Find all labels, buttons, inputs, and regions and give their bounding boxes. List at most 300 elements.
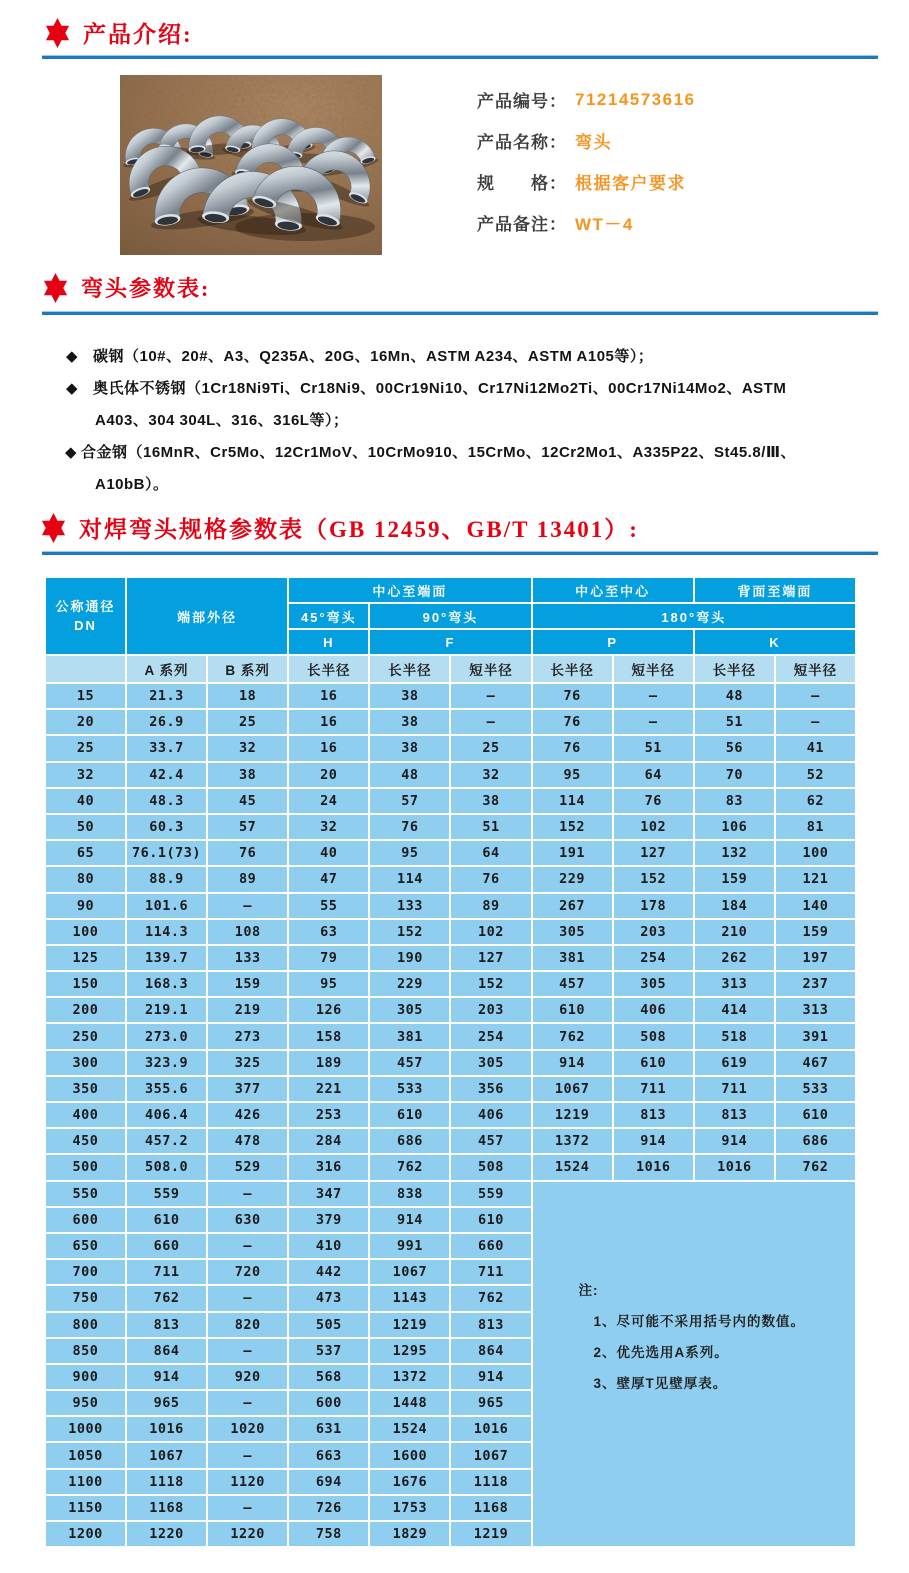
header-elbow-180: 180°弯头 xyxy=(532,603,856,629)
value-cell: 813 xyxy=(450,1312,531,1338)
value-cell: 442 xyxy=(288,1259,369,1285)
value-cell: 114 xyxy=(532,788,613,814)
value-cell: 762 xyxy=(532,1023,613,1049)
value-cell: 102 xyxy=(450,919,531,945)
value-cell: 914 xyxy=(126,1364,207,1390)
value-cell: 284 xyxy=(288,1128,369,1154)
red-star-icon xyxy=(40,513,67,543)
value-cell: 533 xyxy=(369,1076,450,1102)
value-cell: 159 xyxy=(694,866,775,892)
value-cell: 237 xyxy=(775,971,856,997)
value-cell: 48 xyxy=(694,683,775,709)
dn-cell: 50 xyxy=(45,814,126,840)
value-cell: 820 xyxy=(207,1312,288,1338)
dn-cell: 100 xyxy=(45,919,126,945)
value-cell: 508 xyxy=(613,1023,694,1049)
value-cell: 159 xyxy=(207,971,288,997)
diamond-bullet-icon: ◆ xyxy=(66,380,79,397)
value-cell: 101.6 xyxy=(126,893,207,919)
value-cell: 106 xyxy=(694,814,775,840)
value-cell: 379 xyxy=(288,1207,369,1233)
table-row xyxy=(45,1050,856,1076)
field-value: 71214573616 xyxy=(575,89,696,109)
materials-list xyxy=(0,341,909,501)
value-cell: 1168 xyxy=(126,1495,207,1521)
value-cell: 1448 xyxy=(369,1390,450,1416)
value-cell: — xyxy=(207,893,288,919)
value-cell: 152 xyxy=(450,971,531,997)
value-cell: — xyxy=(613,683,694,709)
value-cell: 95 xyxy=(288,971,369,997)
value-cell: 1120 xyxy=(207,1469,288,1495)
section-intro-header xyxy=(44,16,193,49)
value-cell: 406 xyxy=(613,997,694,1023)
value-cell: 158 xyxy=(288,1023,369,1049)
value-cell: 140 xyxy=(775,893,856,919)
elbow-fittings-photo xyxy=(120,75,382,255)
value-cell: 33.7 xyxy=(126,735,207,761)
value-cell: 38 xyxy=(369,683,450,709)
table-row xyxy=(45,1102,856,1128)
value-cell: 52 xyxy=(775,762,856,788)
divider-line-3 xyxy=(42,551,878,555)
value-cell: 323.9 xyxy=(126,1050,207,1076)
value-cell: 762 xyxy=(450,1285,531,1311)
value-cell: — xyxy=(207,1181,288,1207)
subheader-series-a: A 系列 xyxy=(126,655,207,683)
value-cell: — xyxy=(775,709,856,735)
value-cell: 864 xyxy=(126,1338,207,1364)
subheader-short-radius: 短半径 xyxy=(613,655,694,683)
value-cell: 920 xyxy=(207,1364,288,1390)
value-cell: 152 xyxy=(369,919,450,945)
value-cell: 55 xyxy=(288,893,369,919)
value-cell: 991 xyxy=(369,1233,450,1259)
value-cell: 1524 xyxy=(532,1154,613,1180)
value-cell: 76.1(73) xyxy=(126,840,207,866)
value-cell: 356 xyxy=(450,1076,531,1102)
value-cell: 347 xyxy=(288,1181,369,1207)
value-cell: 24 xyxy=(288,788,369,814)
material-line xyxy=(0,437,909,469)
value-cell: 16 xyxy=(288,735,369,761)
value-cell: 711 xyxy=(126,1259,207,1285)
value-cell: 21.3 xyxy=(126,683,207,709)
value-cell: 305 xyxy=(369,997,450,1023)
value-cell: 559 xyxy=(450,1181,531,1207)
value-cell: 726 xyxy=(288,1495,369,1521)
spec-table xyxy=(44,576,857,1548)
value-cell: 229 xyxy=(369,971,450,997)
value-cell: 813 xyxy=(126,1312,207,1338)
value-cell: 631 xyxy=(288,1416,369,1442)
dn-cell: 600 xyxy=(45,1207,126,1233)
value-cell: 965 xyxy=(450,1390,531,1416)
value-cell: 686 xyxy=(369,1128,450,1154)
subheader-long-radius: 长半径 xyxy=(532,655,613,683)
value-cell: 1220 xyxy=(126,1521,207,1547)
value-cell: 89 xyxy=(450,893,531,919)
value-cell: 518 xyxy=(694,1023,775,1049)
header-dn-line2: DN xyxy=(74,618,97,633)
dn-cell: 65 xyxy=(45,840,126,866)
value-cell: 152 xyxy=(532,814,613,840)
material-text: 奥氏体不锈钢（1Cr18Ni9Ti、Cr18Ni9、00Cr19Ni10、Cr17Ni12Mo2Ti、00Cr17Ni14Mo2、ASTM xyxy=(93,380,787,397)
dn-cell: 800 xyxy=(45,1312,126,1338)
value-cell: 76 xyxy=(450,866,531,892)
value-cell: 184 xyxy=(694,893,775,919)
value-cell: 316 xyxy=(288,1154,369,1180)
value-cell: — xyxy=(450,709,531,735)
field-label: 产品备注： xyxy=(477,215,567,234)
value-cell: 57 xyxy=(207,814,288,840)
value-cell: 391 xyxy=(775,1023,856,1049)
value-cell: 42.4 xyxy=(126,762,207,788)
value-cell: 355.6 xyxy=(126,1076,207,1102)
value-cell: 529 xyxy=(207,1154,288,1180)
value-cell: 203 xyxy=(613,919,694,945)
notes-item: 1、尽可能不采用括号内的数值。 xyxy=(593,1313,806,1329)
dn-cell: 90 xyxy=(45,893,126,919)
value-cell: 914 xyxy=(450,1364,531,1390)
value-cell: 381 xyxy=(532,945,613,971)
section-title-spec: 对焊弯头规格参数表（GB 12459、GB/T 13401）: xyxy=(79,517,639,542)
table-row xyxy=(45,709,856,735)
value-cell: 51 xyxy=(450,814,531,840)
product-field-row xyxy=(477,161,696,202)
subheader-short-radius: 短半径 xyxy=(450,655,531,683)
value-cell: 25 xyxy=(450,735,531,761)
value-cell: 1295 xyxy=(369,1338,450,1364)
value-cell: 660 xyxy=(126,1233,207,1259)
subheader-series-b: B 系列 xyxy=(207,655,288,683)
dn-cell: 20 xyxy=(45,709,126,735)
value-cell: 630 xyxy=(207,1207,288,1233)
value-cell: 221 xyxy=(288,1076,369,1102)
value-cell: 660 xyxy=(450,1233,531,1259)
value-cell: 610 xyxy=(613,1050,694,1076)
product-field-row xyxy=(477,202,696,243)
table-row xyxy=(45,1154,856,1180)
value-cell: 229 xyxy=(532,866,613,892)
value-cell: 1067 xyxy=(450,1442,531,1468)
header-p: P xyxy=(532,629,694,655)
dn-cell: 500 xyxy=(45,1154,126,1180)
value-cell: 63 xyxy=(288,919,369,945)
value-cell: 1219 xyxy=(450,1521,531,1547)
value-cell: 127 xyxy=(613,840,694,866)
value-cell: 20 xyxy=(288,762,369,788)
table-header-row-groups xyxy=(45,577,856,603)
material-line xyxy=(0,341,909,373)
value-cell: 313 xyxy=(694,971,775,997)
value-cell: 51 xyxy=(613,735,694,761)
subheader-long-radius: 长半径 xyxy=(694,655,775,683)
value-cell: 610 xyxy=(775,1102,856,1128)
value-cell: 457 xyxy=(369,1050,450,1076)
field-label: 产品编号： xyxy=(477,92,567,111)
header-dn-line1: 公称通径 xyxy=(55,599,116,614)
value-cell: 457 xyxy=(532,971,613,997)
dn-cell: 300 xyxy=(45,1050,126,1076)
value-cell: 219.1 xyxy=(126,997,207,1023)
field-value: 根据客户要求 xyxy=(575,174,686,193)
value-cell: 273.0 xyxy=(126,1023,207,1049)
value-cell: 1600 xyxy=(369,1442,450,1468)
value-cell: 305 xyxy=(532,919,613,945)
value-cell: 305 xyxy=(450,1050,531,1076)
field-label: 产品名称： xyxy=(477,133,567,152)
dn-cell: 25 xyxy=(45,735,126,761)
value-cell: 313 xyxy=(775,997,856,1023)
value-cell: 1524 xyxy=(369,1416,450,1442)
dn-cell: 450 xyxy=(45,1128,126,1154)
value-cell: 813 xyxy=(613,1102,694,1128)
divider-line-1 xyxy=(42,55,878,59)
table-row xyxy=(45,1023,856,1049)
value-cell: 60.3 xyxy=(126,814,207,840)
subheader-long-radius: 长半径 xyxy=(288,655,369,683)
value-cell: 1016 xyxy=(694,1154,775,1180)
notes-title: 注: xyxy=(578,1282,599,1298)
value-cell: 1067 xyxy=(126,1442,207,1468)
value-cell: 457 xyxy=(450,1128,531,1154)
value-cell: 762 xyxy=(126,1285,207,1311)
value-cell: — xyxy=(207,1495,288,1521)
value-cell: 1829 xyxy=(369,1521,450,1547)
table-row xyxy=(45,945,856,971)
value-cell: 253 xyxy=(288,1102,369,1128)
value-cell: — xyxy=(207,1338,288,1364)
value-cell: 1016 xyxy=(450,1416,531,1442)
value-cell: 1168 xyxy=(450,1495,531,1521)
value-cell: 178 xyxy=(613,893,694,919)
material-text: 碳钢（10#、20#、A3、Q235A、20G、16Mn、ASTM A234、ASTM A105等）； xyxy=(93,348,654,365)
value-cell: 537 xyxy=(288,1338,369,1364)
value-cell: 38 xyxy=(207,762,288,788)
value-cell: 114 xyxy=(369,866,450,892)
value-cell: 406.4 xyxy=(126,1102,207,1128)
value-cell: 47 xyxy=(288,866,369,892)
header-dn xyxy=(45,577,126,655)
value-cell: 305 xyxy=(613,971,694,997)
table-row xyxy=(45,788,856,814)
field-value: 弯头 xyxy=(575,133,612,152)
value-cell: 40 xyxy=(288,840,369,866)
value-cell: 1016 xyxy=(126,1416,207,1442)
dn-cell: 550 xyxy=(45,1181,126,1207)
value-cell: 76 xyxy=(532,683,613,709)
value-cell: 1372 xyxy=(369,1364,450,1390)
value-cell: 410 xyxy=(288,1233,369,1259)
table-row xyxy=(45,971,856,997)
value-cell: 114.3 xyxy=(126,919,207,945)
value-cell: 45 xyxy=(207,788,288,814)
dn-cell: 950 xyxy=(45,1390,126,1416)
value-cell: 473 xyxy=(288,1285,369,1311)
value-cell: 102 xyxy=(613,814,694,840)
value-cell: 273 xyxy=(207,1023,288,1049)
table-row xyxy=(45,866,856,892)
dn-cell: 150 xyxy=(45,971,126,997)
value-cell: 81 xyxy=(775,814,856,840)
value-cell: 414 xyxy=(694,997,775,1023)
value-cell: 478 xyxy=(207,1128,288,1154)
value-cell: 711 xyxy=(694,1076,775,1102)
value-cell: 26.9 xyxy=(126,709,207,735)
value-cell: 914 xyxy=(532,1050,613,1076)
value-cell: 610 xyxy=(369,1102,450,1128)
product-field-row xyxy=(477,79,696,120)
dn-cell: 250 xyxy=(45,1023,126,1049)
header-elbow-90: 90°弯头 xyxy=(369,603,531,629)
notes-item: 2、优先选用A系列。 xyxy=(593,1344,729,1360)
table-subheader-row xyxy=(45,655,856,683)
value-cell: 457.2 xyxy=(126,1128,207,1154)
material-text: A10bB）。 xyxy=(95,476,169,493)
dn-cell: 700 xyxy=(45,1259,126,1285)
value-cell: 262 xyxy=(694,945,775,971)
value-cell: 190 xyxy=(369,945,450,971)
value-cell: 1143 xyxy=(369,1285,450,1311)
value-cell: 32 xyxy=(207,735,288,761)
value-cell: 25 xyxy=(207,709,288,735)
field-value: WT－4 xyxy=(575,215,634,234)
header-center-to-end: 中心至端面 xyxy=(288,577,531,603)
value-cell: 711 xyxy=(613,1076,694,1102)
value-cell: 83 xyxy=(694,788,775,814)
subheader-blank xyxy=(45,655,126,683)
dn-cell: 15 xyxy=(45,683,126,709)
value-cell: 76 xyxy=(369,814,450,840)
value-cell: 127 xyxy=(450,945,531,971)
value-cell: 189 xyxy=(288,1050,369,1076)
value-cell: 197 xyxy=(775,945,856,971)
value-cell: 1067 xyxy=(369,1259,450,1285)
value-cell: 619 xyxy=(694,1050,775,1076)
value-cell: 663 xyxy=(288,1442,369,1468)
section-params-header xyxy=(42,272,210,303)
table-row xyxy=(45,1181,856,1207)
value-cell: 1020 xyxy=(207,1416,288,1442)
material-line xyxy=(0,373,909,405)
table-row xyxy=(45,840,856,866)
table-row xyxy=(45,1128,856,1154)
value-cell: 210 xyxy=(694,919,775,945)
header-k: K xyxy=(694,629,856,655)
value-cell: 126 xyxy=(288,997,369,1023)
dn-cell: 32 xyxy=(45,762,126,788)
value-cell: 467 xyxy=(775,1050,856,1076)
value-cell: 610 xyxy=(450,1207,531,1233)
value-cell: 406 xyxy=(450,1102,531,1128)
table-row xyxy=(45,893,856,919)
value-cell: 864 xyxy=(450,1338,531,1364)
value-cell: 686 xyxy=(775,1128,856,1154)
value-cell: 76 xyxy=(207,840,288,866)
value-cell: 965 xyxy=(126,1390,207,1416)
value-cell: 100 xyxy=(775,840,856,866)
value-cell: 559 xyxy=(126,1181,207,1207)
header-elbow-45: 45°弯头 xyxy=(288,603,369,629)
value-cell: 508.0 xyxy=(126,1154,207,1180)
dn-cell: 1050 xyxy=(45,1442,126,1468)
value-cell: 568 xyxy=(288,1364,369,1390)
table-row xyxy=(45,683,856,709)
value-cell: 1067 xyxy=(532,1076,613,1102)
value-cell: 16 xyxy=(288,683,369,709)
value-cell: 914 xyxy=(369,1207,450,1233)
value-cell: 1676 xyxy=(369,1469,450,1495)
dn-cell: 200 xyxy=(45,997,126,1023)
dn-cell: 125 xyxy=(45,945,126,971)
value-cell: 121 xyxy=(775,866,856,892)
value-cell: 133 xyxy=(207,945,288,971)
table-row xyxy=(45,997,856,1023)
value-cell: 48 xyxy=(369,762,450,788)
material-line xyxy=(0,469,909,501)
value-cell: 32 xyxy=(450,762,531,788)
value-cell: 41 xyxy=(775,735,856,761)
value-cell: 191 xyxy=(532,840,613,866)
value-cell: 505 xyxy=(288,1312,369,1338)
value-cell: 51 xyxy=(694,709,775,735)
value-cell: 762 xyxy=(775,1154,856,1180)
value-cell: 1753 xyxy=(369,1495,450,1521)
material-line xyxy=(0,405,909,437)
table-row xyxy=(45,762,856,788)
red-star-icon xyxy=(44,18,71,48)
table-row xyxy=(45,919,856,945)
value-cell: 62 xyxy=(775,788,856,814)
value-cell: 139.7 xyxy=(126,945,207,971)
section-title-params: 弯头参数表: xyxy=(81,276,211,301)
value-cell: 1016 xyxy=(613,1154,694,1180)
header-center-to-center: 中心至中心 xyxy=(532,577,694,603)
dn-cell: 650 xyxy=(45,1233,126,1259)
diamond-bullet-icon: ◆ xyxy=(66,348,79,365)
table-row xyxy=(45,735,856,761)
value-cell: 70 xyxy=(694,762,775,788)
value-cell: 168.3 xyxy=(126,971,207,997)
header-f: F xyxy=(369,629,531,655)
header-back-to-end: 背面至端面 xyxy=(694,577,856,603)
value-cell: 720 xyxy=(207,1259,288,1285)
value-cell: 1118 xyxy=(450,1469,531,1495)
value-cell: 152 xyxy=(613,866,694,892)
value-cell: 64 xyxy=(613,762,694,788)
value-cell: — xyxy=(207,1285,288,1311)
subheader-long-radius: 长半径 xyxy=(369,655,450,683)
value-cell: 610 xyxy=(126,1207,207,1233)
value-cell: 711 xyxy=(450,1259,531,1285)
section-spec-header xyxy=(40,511,639,544)
dn-cell: 350 xyxy=(45,1076,126,1102)
value-cell: 1372 xyxy=(532,1128,613,1154)
dn-cell: 1150 xyxy=(45,1495,126,1521)
value-cell: 610 xyxy=(532,997,613,1023)
value-cell: 1220 xyxy=(207,1521,288,1547)
value-cell: 325 xyxy=(207,1050,288,1076)
dn-cell: 750 xyxy=(45,1285,126,1311)
value-cell: — xyxy=(207,1233,288,1259)
value-cell: 79 xyxy=(288,945,369,971)
spec-table-body xyxy=(45,683,856,1547)
value-cell: 219 xyxy=(207,997,288,1023)
value-cell: 76 xyxy=(532,735,613,761)
value-cell: 377 xyxy=(207,1076,288,1102)
value-cell: 813 xyxy=(694,1102,775,1128)
